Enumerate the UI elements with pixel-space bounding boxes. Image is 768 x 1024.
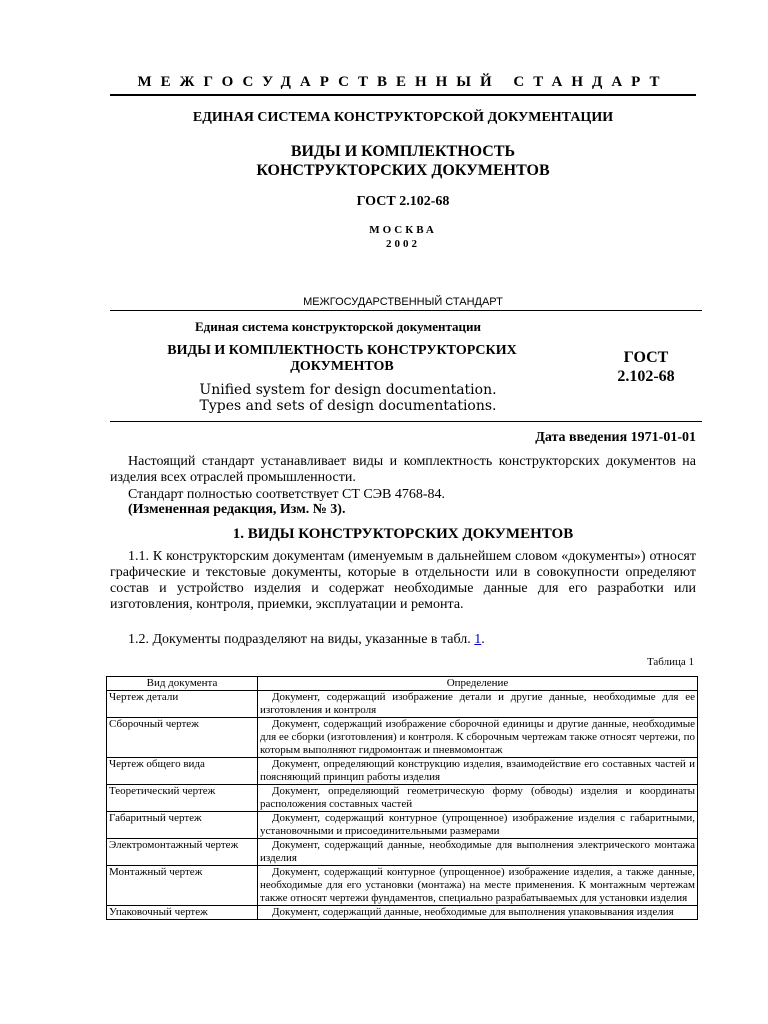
clause-1-2-end: . — [481, 632, 485, 647]
section-1-title: 1. ВИДЫ КОНСТРУКТОРСКИХ ДОКУМЕНТОВ — [232, 526, 574, 542]
row-definition-text: Документ, содержащий данные, необходимые для выполнения электрического монтажа изделия — [260, 839, 695, 864]
row-definition — [258, 691, 698, 718]
column-header-kind: Вид документа — [107, 677, 258, 691]
intro-paragraph-scope: Настоящий стандарт устанавливает виды и комплектность конструкторских документов на изделия всех отраслей промышленности. — [110, 454, 696, 485]
row-definition — [258, 758, 698, 785]
table-row — [107, 785, 698, 812]
row-definition-text: Документ, содержащий изображение детали и другие данные, необходимые для ее изготовления и контроля — [260, 691, 695, 716]
cover-city: МОСКВА — [369, 224, 437, 236]
cover-divider — [110, 94, 696, 96]
row-kind: Электромонтажный чертеж — [107, 839, 258, 866]
cover-gost-number: ГОСТ 2.102-68 — [356, 194, 450, 209]
table-row — [107, 906, 698, 920]
row-definition — [258, 718, 698, 758]
header-english-line-1: Unified system for design documentation. — [199, 382, 497, 398]
table-row — [107, 758, 698, 785]
table-row — [107, 718, 698, 758]
header-document-title: ВИДЫ И КОМПЛЕКТНОСТЬ КОНСТРУКТОРСКИХ ДОКУМЕНТОВ — [167, 343, 517, 374]
intro-paragraph-amendment: (Измененная редакция, Изм. № 3). — [128, 502, 346, 517]
row-definition — [258, 906, 698, 920]
cover-title-line-2: КОНСТРУКТОРСКИХ ДОКУМЕНТОВ — [256, 162, 550, 179]
table-header-row — [107, 677, 698, 691]
row-definition — [258, 785, 698, 812]
cover-year: 2002 — [386, 238, 420, 250]
header-english-line-2: Types and sets of design documentations. — [199, 398, 497, 414]
header-gost-box — [596, 348, 696, 386]
header-interstate-label: МЕЖГОСУДАРСТВЕННЫЙ СТАНДАРТ — [303, 296, 503, 308]
table-row — [107, 691, 698, 718]
header-english-title — [110, 382, 586, 414]
cover-document-title — [110, 142, 696, 180]
row-kind: Сборочный чертеж — [107, 718, 258, 758]
introduction-date: Дата введения 1971-01-01 — [535, 430, 696, 445]
row-kind: Чертеж детали — [107, 691, 258, 718]
header-system-title: Единая система конструкторской документации — [195, 319, 481, 334]
header-top-divider — [110, 310, 702, 311]
table-caption: Таблица 1 — [646, 656, 694, 668]
cover-interstate-heading: МЕЖГОСУДАРСТВЕННЫЙ СТАНДАРТ — [137, 74, 669, 90]
column-header-definition: Определение — [258, 677, 698, 691]
row-kind: Монтажный чертеж — [107, 866, 258, 906]
row-definition-text: Документ, определяющий геометрическую форму (обводы) изделия и координаты расположения составных частей — [260, 785, 695, 810]
row-kind: Габаритный чертеж — [107, 812, 258, 839]
cover-system-title: ЕДИНАЯ СИСТЕМА КОНСТРУКТОРСКОЙ ДОКУМЕНТАЦИИ — [192, 110, 614, 125]
table-row — [107, 812, 698, 839]
header-gost-label: ГОСТ — [623, 349, 669, 366]
row-definition-text: Документ, определяющий конструкцию изделия, взаимодействие его составных частей и поясняющий принцип работы изделия — [260, 758, 695, 783]
row-definition-text: Документ, содержащий контурное (упрощенное) изображение изделия, а также данные, необходимые для его установки (монтажа) на месте применения. К монтажным чертежам также относят чертежи фундаментов, специально разрабатываемых для установки изделия — [260, 866, 695, 904]
cover-title-line-1: ВИДЫ И КОМПЛЕКТНОСТЬ — [290, 143, 516, 160]
clause-1-2-text: 1.2. Документы подразделяют на виды, указанные в табл. — [128, 632, 475, 647]
row-definition — [258, 839, 698, 866]
row-definition — [258, 812, 698, 839]
header-gost-number: 2.102-68 — [617, 368, 675, 385]
row-kind: Упаковочный чертеж — [107, 906, 258, 920]
intro-paragraph-compliance: Стандарт полностью соответствует СТ СЭВ 4768-84. — [128, 487, 445, 502]
table-1-link[interactable]: 1 — [474, 632, 482, 647]
row-definition-text: Документ, содержащий данные, необходимые для выполнения упаковывания изделия — [272, 906, 674, 918]
row-kind: Чертеж общего вида — [107, 758, 258, 785]
clause-1-2 — [110, 632, 696, 648]
row-kind: Теоретический чертеж — [107, 785, 258, 812]
row-definition — [258, 866, 698, 906]
header-bottom-divider — [110, 421, 702, 422]
table-row — [107, 866, 698, 906]
row-definition-text: Документ, содержащий изображение сборочной единицы и другие данные, необходимые для ее сборки (изготовления) и контроля. К сборочным чертежам также относят чертежи, по которым выполняют гидромонтаж и пневмомонтаж — [260, 718, 695, 756]
document-types-table — [106, 676, 698, 920]
table-row — [107, 839, 698, 866]
clause-1-1: 1.1. К конструкторским документам (именуемым в дальнейшем словом «документы») относят графические и текстовые документы, которые в отдельности или в совокупности определяют состав и устройство изделия и содержат необходимые данные для его разработки или изготовления, контроля, приемки, эксплуатации и ремонта. — [110, 549, 696, 612]
row-definition-text: Документ, содержащий контурное (упрощенное) изображение изделия с габаритными, установочными и присоединительными размерами — [260, 812, 695, 837]
